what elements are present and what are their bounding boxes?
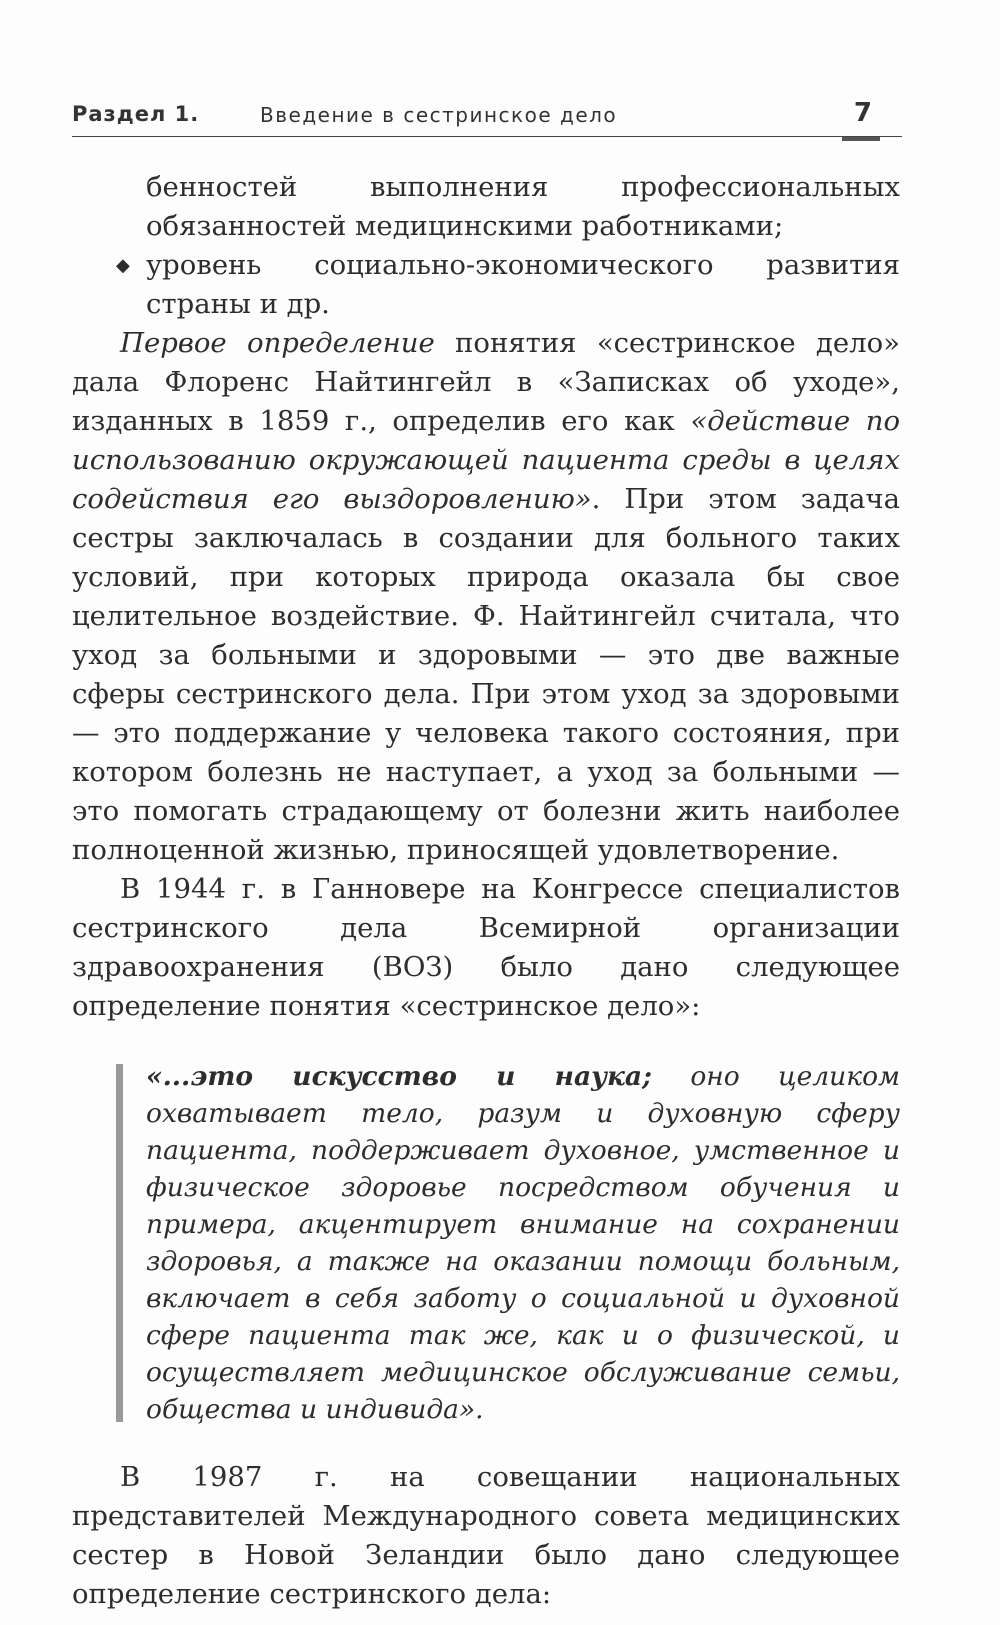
quote-body: оно целиком охватывает тело, разум и духовную сферу пациента, поддерживает духовное, умственное и физическое здоровье посредством обучения и примера, акцентирует внимание на сохранении здоровья, а также на оказании помощи больным, включает в себя заботу о социальной и духовной сфере пациента так же, как и о физической, и осуществляет медицинское обслуживание семьи, общества и индивида». (146, 1061, 900, 1425)
blockquote-who-definition (116, 1058, 900, 1428)
quote-text (146, 1058, 900, 1428)
list-item-continuation: бенностей выполнения профессиональных обязанностей медицинскими работниками; (146, 171, 900, 242)
quote-emphasis: «...это искусство и наука; (146, 1061, 652, 1092)
term-first-definition: Первое определение (120, 327, 435, 359)
section-label: Раздел 1. (72, 102, 200, 126)
paragraph-who-1944: В 1944 г. в Ганновере на Конгрессе специалистов сестринского дела Всемирной организации здравоохранения (ВОЗ) было дано следующее определение понятия «сестринское дело»: (72, 873, 900, 1022)
list-item-text: уровень социально-экономического развития страны и др. (146, 249, 900, 320)
paragraph-text: понятия «сестринское дело» дала Флоренс Найтингейл в «Записках об уходе», изданных в 1859 г., определив его как (72, 327, 900, 437)
running-header (72, 96, 902, 137)
nightingale-definition-quote: «действие по использованию окружающей пациента среды в целях содействия его выздоровлению» (72, 405, 900, 515)
page-body (72, 168, 900, 1614)
list-item (72, 246, 900, 324)
bullet-icon: ◆ (116, 255, 130, 276)
page-number: 7 (853, 98, 872, 128)
quote-bar (116, 1064, 123, 1422)
page-number-rule (842, 137, 880, 141)
paragraph-new-zealand-1987: В 1987 г. на совещании национальных представителей Международного совета медицинских сестер в Новой Зеландии было дано следующее определение сестринского дела: (72, 1461, 900, 1610)
section-title: Введение в сестринское дело (260, 103, 618, 127)
paragraph-nightingale (72, 324, 900, 870)
paragraph-text: . При этом задача сестры заключалась в создании для больного таких условий, при которых природа оказала бы свое целительное воздействие. Ф. Найтингейл считала, что уход за больными и здоровыми — это две важные сферы сестринского дела. При этом уход за здоровыми — это поддержание у человека такого состояния, при котором болезнь не наступает, а уход за больными — это помогать страдающему от болезни жить наиболее полноценной жизнью, приносящей удовлетворение. (72, 483, 901, 866)
